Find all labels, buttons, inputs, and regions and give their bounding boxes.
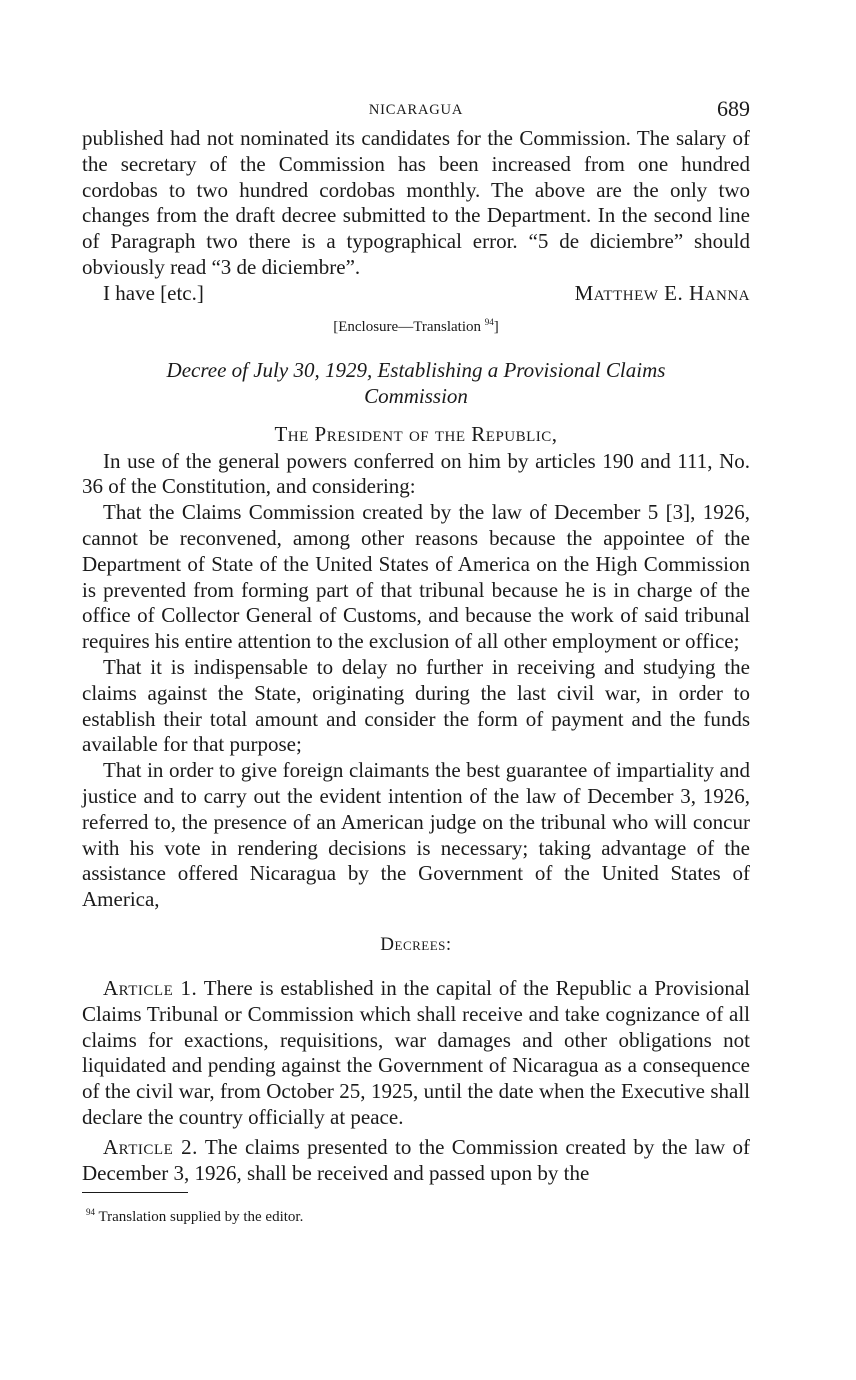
considering-paragraph-2: That it is indispensable to delay no further in receiving and studying the claims against the State, originating during the last civil war, in order to establish their total amount and consider the form of payment and the funds available for that purpose;: [82, 654, 750, 757]
footnote-text: Translation supplied by the editor.: [98, 1209, 304, 1226]
footnote-divider: [82, 1192, 188, 1193]
enclosure-label: [Enclosure—Translation: [333, 318, 481, 335]
article-2-label: Article 2.: [103, 1134, 198, 1159]
page-number: 689: [717, 96, 750, 121]
considering-paragraph-1: That the Claims Commission created by the law of December 5 [3], 1926, cannot be reconvened, among other reasons because the appointee of the Department of State of the United States of America on the High Commission is prevented from forming part of that tribunal because he is in charge of the office of Collector General of Customs, and because the work of said tribunal requires his entire attention to the exclusion of all other employment or office;: [82, 500, 750, 654]
footnote-number: 94: [86, 1207, 95, 1218]
enclosure-heading: [82, 312, 750, 337]
running-head: NICARAGUA: [368, 102, 464, 118]
article-2: [82, 1135, 750, 1187]
article-1: [82, 976, 750, 1131]
considering-paragraph-3: That in order to give foreign claimants the best guarantee of impartiality and justice and to carry out the evident intention of the law of December 3, 1926, referred to, the presence of an American judge on the tribunal who will concur with his vote in rendering decisions is necessary; taking advantage of the assistance offered Nicaragua by the Government of the United States of America,: [82, 758, 750, 912]
signoff: [82, 281, 750, 307]
preamble-paragraph: In use of the general powers conferred on him by articles 190 and 111, No. 36 of the Constitution, and considering:: [82, 448, 750, 499]
intro-paragraph: published had not nominated its candidates for the Commission. The salary of the secretary of the Commission has been increased from one hundred cordobas to two hundred cordobas monthly. The above are the only two changes from the draft decree submitted to the Department. In the second line of Paragraph two there is a typographical error. “5 de diciembre” should obviously read “3 de diciembre”.: [82, 126, 750, 279]
president-heading: The President of the Republic,: [274, 421, 558, 446]
decree-title: Decree of July 30, 1929, Establishing a Provisional Claims Commission: [166, 357, 666, 408]
article-1-text: There is established in the capital of the Republic a Provisional Claims Tribunal or Commission which shall receive and take cognizance of all claims for exactions, requisitions, war damages and other obligations not liquidated and pending against the Government of Nicaragua as a consequence of the civil war, from October 25, 1925, until the date when the Executive shall declare the country officially at peace.: [82, 975, 750, 1129]
footnote: [82, 1202, 750, 1227]
page-header: [82, 96, 750, 126]
enclosure-close: ]: [493, 318, 499, 335]
article-1-label: Article 1.: [103, 975, 198, 1000]
decrees-heading: Decrees:: [380, 933, 452, 955]
signer-name: Matthew E. Hanna: [574, 280, 750, 305]
closing-text: I have [etc.]: [103, 280, 204, 305]
enclosure-footnote-ref: 94: [484, 316, 494, 327]
document-page: [82, 96, 750, 1227]
article-2-text: The claims presented to the Commission created by the law of December 3, 1926, shall be received and passed upon by the: [82, 1134, 751, 1185]
